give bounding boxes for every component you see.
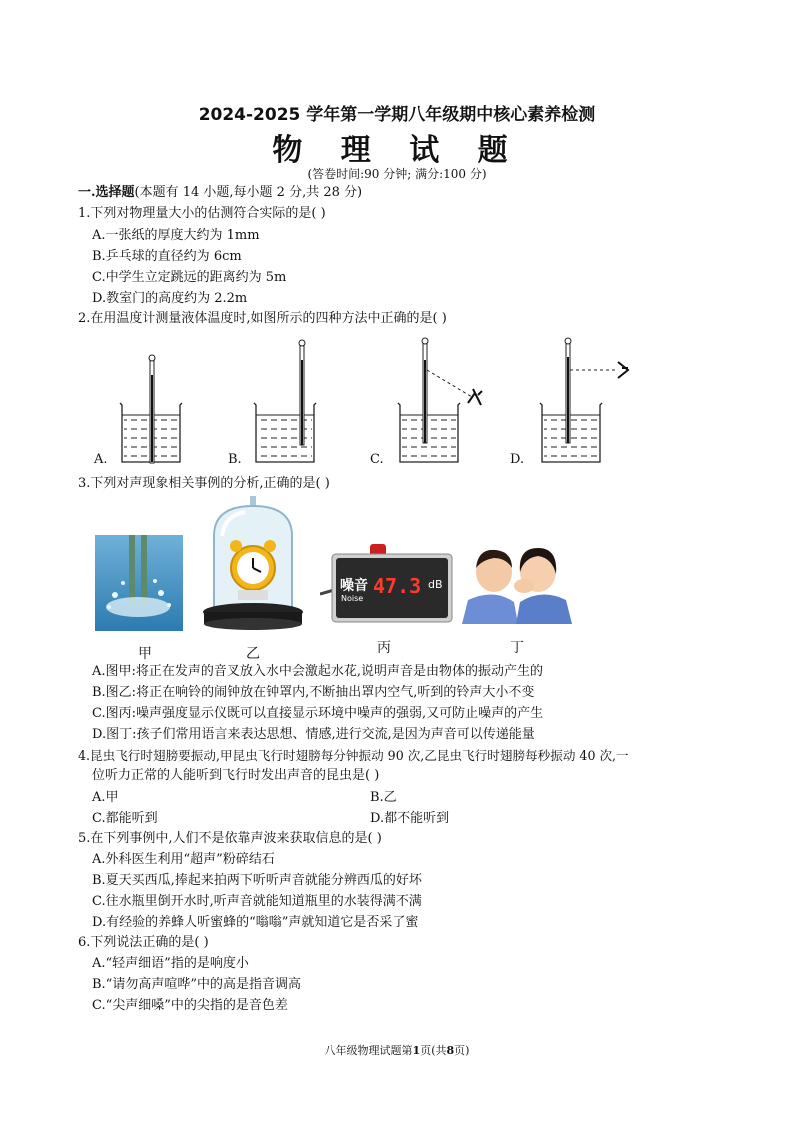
q3-option-c: C.图丙:噪声强度显示仪既可以直接显示环境中噪声的强弱,又可防止噪声的产生 <box>92 706 544 721</box>
section-title: 一.选择题 <box>78 185 135 200</box>
q5-option-b: B.夏天买西瓜,捧起来拍两下听听声音就能分辨西瓜的好坏 <box>92 873 422 888</box>
footer-suffix: 页) <box>454 1044 470 1057</box>
q1-option-a: A.一张纸的厚度大约为 1mm <box>92 228 260 243</box>
q2-stem: 2.在用温度计测量液体温度时,如图所示的四种方法中正确的是( ) <box>78 311 447 326</box>
q6-option-c: C.“尖声细嗓”中的尖指的是音色差 <box>92 998 288 1013</box>
q6-option-b: B.“请勿高声喧哗”中的高是指音调高 <box>92 977 301 992</box>
q1-option-c: C.中学生立定跳远的距离约为 5m <box>92 270 287 285</box>
q1-option-b: B.乒乓球的直径约为 6cm <box>92 249 242 264</box>
q3-option-d: D.图丁:孩子们常用语言来表达思想、情感,进行交流,是因为声音可以传递能量 <box>92 727 535 742</box>
q3-caption-yi: 乙 <box>246 646 260 662</box>
q3-option-a: A.图甲:将正在发声的音叉放入水中会激起水花,说明声音是由物体的振动产生的 <box>92 664 544 679</box>
bell-jar-alarm-clock <box>200 496 306 636</box>
beaker-a <box>120 355 182 463</box>
q3-caption-bing: 丙 <box>377 640 391 656</box>
q5-option-c: C.往水瓶里倒开水时,听声音就能知道瓶里的水装得满不满 <box>92 894 422 909</box>
noise-meter-label: 噪音 <box>340 578 368 594</box>
exam-subtitle: 2024-2025 学年第一学期八年级期中核心素养检测 <box>198 105 596 125</box>
exam-time-info: (答卷时间:90 分钟; 满分:100 分) <box>307 167 487 181</box>
q3-stem: 3.下列对声现象相关事例的分析,正确的是( ) <box>78 476 330 491</box>
section-note: (本题有 14 小题,每小题 2 分,共 28 分) <box>134 185 363 200</box>
q6-stem: 6.下列说法正确的是( ) <box>78 935 209 950</box>
beaker-b <box>254 340 316 462</box>
q2-label-c: C. <box>370 452 384 467</box>
thermometer-diagrams <box>90 335 650 470</box>
q4-stem-line2: 位听力正常的人能听到飞行时发出声音的昆虫是( ) <box>92 768 380 783</box>
q2-label-d: D. <box>510 452 525 467</box>
q1-stem: 1.下列对物理量大小的估测符合实际的是( ) <box>78 206 326 221</box>
noise-meter-value: 47.3 <box>373 574 422 598</box>
footer-total-pages: 8 <box>446 1044 455 1057</box>
q3-option-b: B.图乙:将正在响铃的闹钟放在钟罩内,不断抽出罩内空气,听到的铃声大小不变 <box>92 685 535 700</box>
exam-title: 物 理 试 题 <box>272 133 522 168</box>
q2-label-a: A. <box>94 452 108 467</box>
page-footer <box>0 1042 794 1058</box>
q4-option-c: C.都能听到 <box>92 811 158 826</box>
section-heading <box>78 185 362 201</box>
q6-option-a: A.“轻声细语”指的是响度小 <box>92 956 249 971</box>
q5-stem: 5.在下列事例中,人们不是依靠声波来获取信息的是( ) <box>78 831 382 846</box>
children-whispering-photo <box>462 542 572 624</box>
noise-meter-english: Noise <box>341 594 364 603</box>
footer-page-number: 1 <box>412 1044 421 1057</box>
q3-caption-ding: 丁 <box>510 640 524 656</box>
q2-label-b: B. <box>228 452 242 467</box>
footer-middle: 页(共 <box>420 1044 447 1057</box>
q4-option-a: A.甲 <box>92 790 119 805</box>
beaker-c <box>398 338 482 462</box>
q4-option-d: D.都不能听到 <box>370 811 450 826</box>
tuning-fork-water-photo <box>95 535 183 631</box>
noise-meter-unit: dB <box>428 578 443 591</box>
q4-option-b: B.乙 <box>370 790 397 805</box>
q5-option-d: D.有经验的养蜂人听蜜蜂的“嗡嗡”声就知道它是否采了蜜 <box>92 915 419 930</box>
q5-option-a: A.外科医生利用“超声”粉碎结石 <box>92 852 275 867</box>
beaker-d <box>540 338 628 462</box>
q1-option-d: D.教室门的高度约为 2.2m <box>92 291 248 306</box>
q4-stem-line1: 4.昆虫飞行时翅膀要振动,甲昆虫飞行时翅膀每分钟振动 90 次,乙昆虫飞行时翅膀每秒振动 40 次,一 <box>78 748 629 763</box>
q3-caption-jia: 甲 <box>138 646 152 662</box>
footer-prefix: 八年级物理试题第 <box>324 1044 413 1057</box>
